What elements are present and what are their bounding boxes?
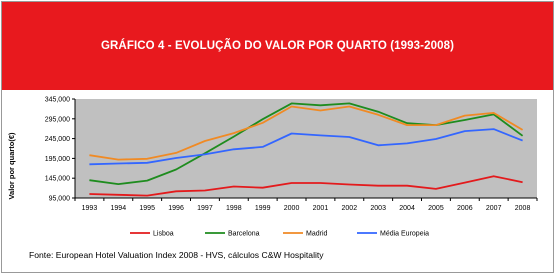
- x-tick-label: 2005: [428, 205, 444, 212]
- y-tick-label: 345,000: [44, 96, 70, 104]
- x-tick-label: 2007: [485, 205, 502, 212]
- legend-label-barcelona: Barcelona: [228, 230, 260, 238]
- legend-label-media-europeia: Média Europeia: [380, 230, 430, 238]
- x-tick-label: 2000: [283, 205, 300, 212]
- x-tick-label: 1996: [168, 205, 184, 212]
- y-axis-label: Valor por quarto(€): [7, 132, 16, 200]
- x-tick-label: 2002: [341, 205, 358, 212]
- legend-label-lisboa: Lisboa: [153, 230, 174, 238]
- x-tick-label: 1998: [226, 205, 242, 212]
- x-tick-label: 1997: [197, 205, 213, 212]
- y-tick-label: 245,000: [44, 136, 70, 144]
- x-tick-label: 2004: [399, 205, 415, 212]
- x-tick-label: 2001: [312, 205, 329, 212]
- x-tick-label: 1995: [139, 205, 155, 212]
- x-tick-label: 2006: [457, 205, 473, 212]
- y-tick-label: 195,000: [44, 155, 70, 163]
- x-tick-label: 1999: [254, 205, 271, 212]
- x-tick-label: 2003: [370, 205, 386, 212]
- x-tick-label: 2008: [514, 205, 531, 212]
- x-tick-label: 1994: [110, 205, 127, 212]
- source-note: Fonte: European Hotel Valuation Index 2008 - HVS, cálculos C&W Hospitality: [29, 250, 324, 260]
- y-tick-label: 295,000: [44, 116, 70, 124]
- legend-label-madrid: Madrid: [306, 230, 328, 238]
- chart-title: GRÁFICO 4 - EVOLUÇÃO DO VALOR POR QUARTO (1993-2008): [100, 40, 455, 52]
- x-tick-label: 1993: [81, 205, 98, 212]
- y-tick-label: 145,000: [44, 175, 70, 183]
- y-tick-label: 95,000: [48, 195, 70, 203]
